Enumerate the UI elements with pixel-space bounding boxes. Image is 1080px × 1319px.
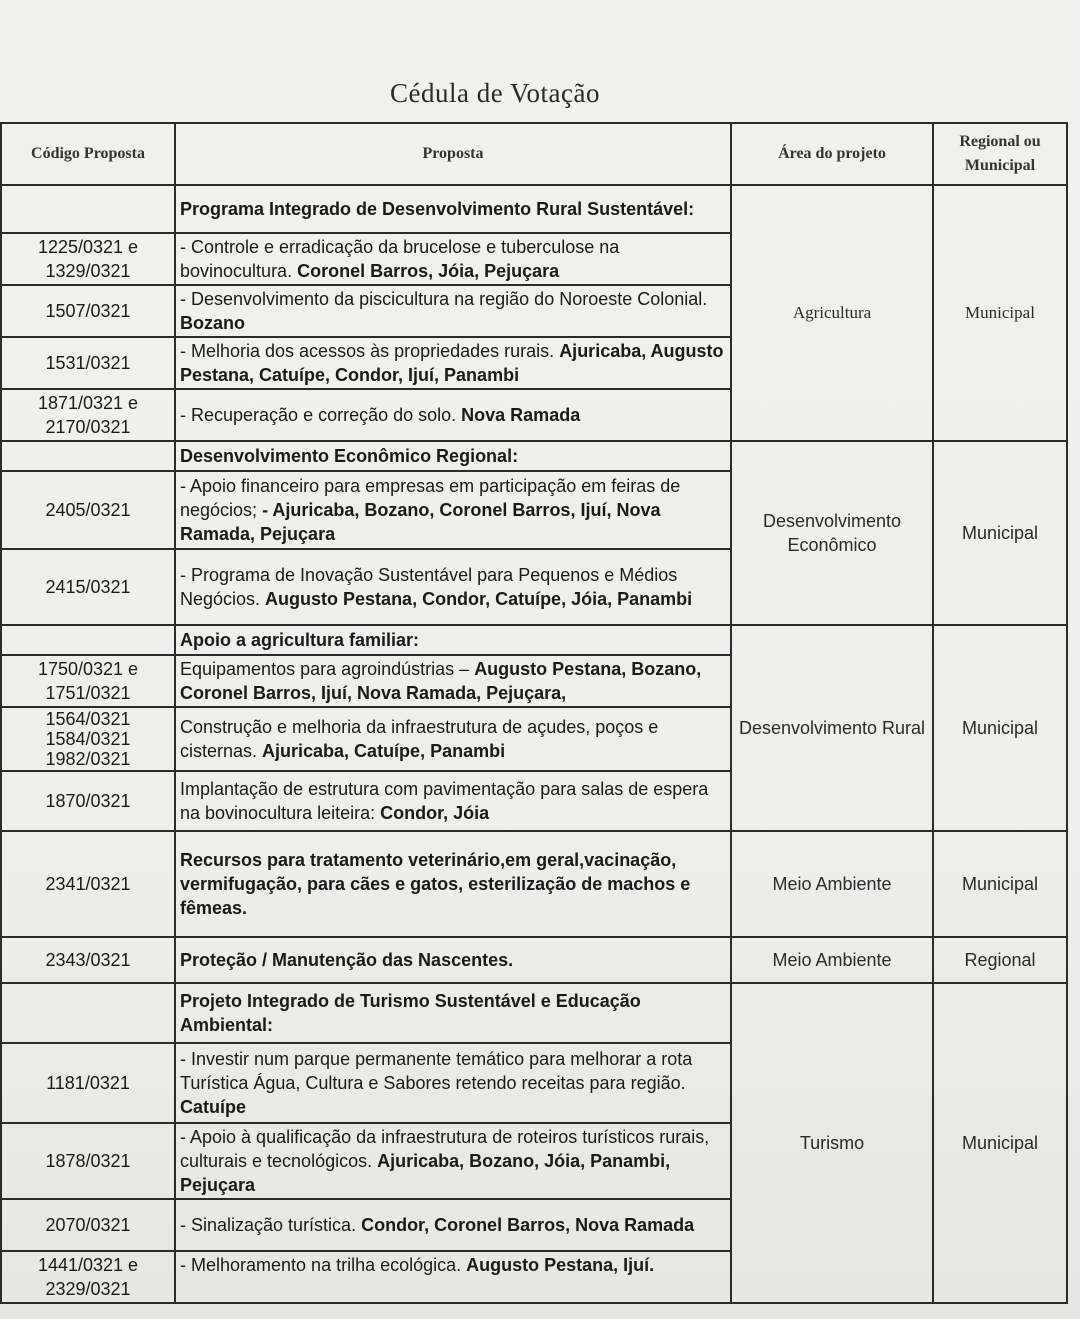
proposal-text: Proteção / Manutenção das Nascentes. (175, 937, 731, 983)
code-cell: 1181/0321 (1, 1043, 175, 1123)
group-title: Apoio a agricultura familiar: (175, 625, 731, 655)
proposal-cities: Ajuricaba, Augusto Pestana, Catuípe, Condor, Ijuí, Panambi (180, 341, 724, 385)
area-cell: Meio Ambiente (731, 831, 933, 937)
proposal-row (1, 831, 1067, 937)
code-cell (1, 185, 175, 233)
code-line: 1329/0321 (45, 261, 131, 281)
code-cell: 1531/0321 (1, 337, 175, 389)
code-line: 1750/0321 e (37, 659, 139, 679)
area-cell: Turismo (731, 983, 933, 1303)
code-cell: 2405/0321 (1, 471, 175, 549)
code-cell: 1507/0321 (1, 285, 175, 337)
code-line: 1441/0321 e (37, 1255, 139, 1275)
proposal-cities: Augusto Pestana, Bozano, Coronel Barros, Ijuí, Nova Ramada, Pejuçara, (180, 659, 702, 703)
proposal-cities: Coronel Barros, Jóia, Pejuçara (297, 261, 560, 281)
proposal-text (175, 707, 731, 771)
proposal-cities: Augusto Pestana, Ijuí. (466, 1255, 655, 1275)
header-scope-line2: Municipal (964, 157, 1036, 174)
proposal-text (175, 285, 731, 337)
code-cell (1, 983, 175, 1043)
scope-cell: Municipal (933, 441, 1067, 625)
proposal-desc: - Programa de Inovação Sustentável para Pequenos e Médios Negócios. (180, 565, 678, 609)
proposal-desc: - Sinalização turística. (180, 1215, 362, 1235)
header-scope-line1: Regional ou (959, 133, 1041, 150)
proposal-text (175, 655, 731, 707)
proposal-cities: - Ajuricaba, Bozano, Coronel Barros, Ijuí, Nova Ramada, Pejuçara (180, 500, 661, 544)
page-title: Cédula de Votação (390, 78, 600, 108)
group-title: Desenvolvimento Econômico Regional: (175, 441, 731, 471)
scope-cell: Municipal (933, 831, 1067, 937)
code-cell: 2341/0321 (1, 831, 175, 937)
code-cell: 1870/0321 (1, 771, 175, 831)
proposal-desc: - Investir num parque permanente temático para melhorar a rota Turística Água, Cultura e Sabores retendo receitas para região. (180, 1049, 693, 1093)
group-header-row (1, 625, 1067, 655)
proposal-desc: - Apoio financeiro para empresas em participação em feiras de negócios; (180, 476, 681, 520)
proposal-text (175, 1251, 731, 1303)
proposal-cities: Condor, Coronel Barros, Nova Ramada (361, 1215, 695, 1235)
proposal-text (175, 1123, 731, 1199)
proposal-cities: Augusto Pestana, Condor, Catuípe, Jóia, Panambi (265, 589, 693, 609)
group-header-row (1, 441, 1067, 471)
proposal-desc: - Desenvolvimento da piscicultura na região do Noroeste Colonial. (180, 289, 708, 309)
scope-cell: Municipal (933, 625, 1067, 831)
area-cell: Desenvolvimento Econômico (731, 441, 933, 625)
header-scope (933, 123, 1067, 185)
code-line: 2329/0321 (45, 1279, 131, 1299)
code-cell: 1878/0321 (1, 1123, 175, 1199)
proposal-desc: - Melhoramento na trilha ecológica. (180, 1255, 467, 1275)
header-row (1, 123, 1067, 185)
group-header-row (1, 185, 1067, 233)
proposal-desc: Construção e melhoria da infraestrutura de açudes, poços e cisternas. (180, 717, 659, 761)
proposal-text (175, 549, 731, 625)
proposal-text (175, 233, 731, 285)
proposal-text (175, 1199, 731, 1251)
proposal-desc: - Recuperação e correção do solo. (180, 405, 462, 425)
code-line: 1564/0321 (45, 709, 131, 729)
proposal-cities: Ajuricaba, Bozano, Jóia, Panambi, Pejuçara (180, 1151, 671, 1195)
code-cell: 2070/0321 (1, 1199, 175, 1251)
area-cell: Meio Ambiente (731, 937, 933, 983)
scope-cell: Municipal (933, 185, 1067, 441)
header-area: Área do projeto (731, 123, 933, 185)
proposal-desc: Implantação de estrutura com pavimentação para salas de espera na bovinocultura leiteira: (180, 779, 709, 823)
proposal-text: Recursos para tratamento veterinário,em geral,vacinação, vermifugação, para cães e gatos, esterilização de machos e fêmeas. (175, 831, 731, 937)
area-cell: Desenvolvimento Rural (731, 625, 933, 831)
proposal-desc: - Melhoria dos acessos às propriedades rurais. (180, 341, 560, 361)
code-line: 1225/0321 e (37, 237, 139, 257)
code-cell (1, 655, 175, 707)
proposal-row (1, 937, 1067, 983)
code-line: 1982/0321 (45, 749, 131, 769)
group-title: Projeto Integrado de Turismo Sustentável e Educação Ambiental: (175, 983, 731, 1043)
code-cell (1, 441, 175, 471)
header-proposal: Proposta (175, 123, 731, 185)
header-code: Código Proposta (1, 123, 175, 185)
ballot-table (0, 122, 1068, 1304)
scope-cell: Regional (933, 937, 1067, 983)
proposal-cities: Catuípe (180, 1097, 247, 1117)
proposal-cities: Nova Ramada (461, 405, 581, 425)
code-cell (1, 389, 175, 441)
proposal-cities: Condor, Jóia (380, 803, 490, 823)
code-cell (1, 233, 175, 285)
proposal-cities: Bozano (180, 313, 245, 333)
proposal-text (175, 771, 731, 831)
area-cell: Agricultura (731, 185, 933, 441)
code-cell (1, 625, 175, 655)
code-line: 1584/0321 (45, 729, 131, 749)
proposal-desc: - Apoio à qualificação da infraestrutura de roteiros turísticos rurais, culturais e tecnológicos. (180, 1127, 710, 1171)
code-cell: 2415/0321 (1, 549, 175, 625)
code-cell (1, 1251, 175, 1303)
proposal-desc: Equipamentos para agroindústrias – (180, 659, 475, 679)
group-title: Programa Integrado de Desenvolvimento Rural Sustentável: (175, 185, 731, 233)
code-line: 2170/0321 (45, 417, 131, 437)
code-line: 1871/0321 e (37, 393, 139, 413)
group-header-row (1, 983, 1067, 1043)
proposal-text (175, 389, 731, 441)
proposal-desc: - Controle e erradicação da brucelose e tuberculose na bovinocultura. (180, 237, 620, 281)
code-cell (1, 707, 175, 771)
code-line: 1751/0321 (45, 683, 131, 703)
code-cell: 2343/0321 (1, 937, 175, 983)
proposal-text (175, 471, 731, 549)
proposal-text (175, 337, 731, 389)
proposal-cities: Ajuricaba, Catuípe, Panambi (262, 741, 506, 761)
proposal-text (175, 1043, 731, 1123)
scope-cell: Municipal (933, 983, 1067, 1303)
